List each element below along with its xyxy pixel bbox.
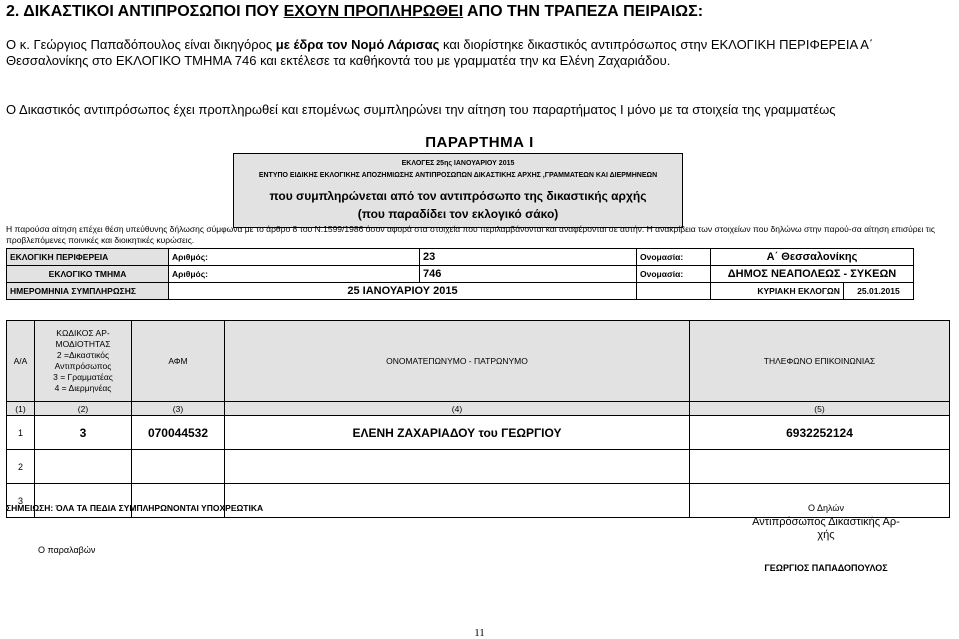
column-number: (2): [35, 402, 132, 416]
instruction-paragraph: Ο Δικαστικός αντιπρόσωπος έχει προπληρωθεί και επομένως συμπληρώνει την αίτηση του παραρτήματος Ι μόνο με τα στοιχεία της γραμματέως: [6, 102, 836, 117]
column-number: (1): [7, 402, 35, 416]
info-table: [6, 248, 914, 300]
row-phone[interactable]: [690, 450, 950, 484]
intro-paragraph: [6, 37, 954, 69]
annex-fill-line: που συμπληρώνεται από τον αντιπρόσωπο της δικαστικής αρχής: [269, 189, 647, 203]
row-afm[interactable]: [132, 450, 225, 484]
header-role-code: ΚΩΔΙΚΟΣ ΑΡ- ΜΟΔΙΟΤΗΤΑΣ 2 =Δικαστικός Αντιπρόσωπος 3 = Γραμματέας 4 = Διερμηνέας: [35, 321, 132, 402]
row-index: 3: [7, 484, 35, 518]
election-day-label: ΚΥΡΙΑΚΗ ΕΚΛΟΓΩΝ: [711, 283, 844, 300]
row-index: 2: [7, 450, 35, 484]
page-number: 11: [474, 627, 485, 639]
declarant-name: ΓΕΩΡΓΙΟΣ ΠΑΠΑΔΟΠΟΥΛΟΣ: [764, 563, 888, 573]
table-header-row: [7, 321, 950, 402]
date-row: [7, 283, 914, 300]
row-role-code[interactable]: [35, 450, 132, 484]
intro-part2: και διορίστηκε δικαστικός αντιπρόσωπος στην ΕΚΛΟΓΙΚΗ ΠΕΡΙΦΕΡΕΙΑ Α΄ Θεσσαλονίκης στο ΕΚΛΟΓΙΚΟ ΤΜΗΜΑ 746 και εκτέλεσε τα καθήκοντά του με γραμματέα την κα Ελένη Ζαχαριάδου.: [6, 37, 874, 68]
date-value: 25 ΙΑΝΟΥΑΡΙΟΥ 2015: [169, 283, 637, 300]
header-afm: ΑΦΜ: [132, 321, 225, 402]
column-number: (3): [132, 402, 225, 416]
row-fullname[interactable]: [225, 484, 690, 518]
header-phone: ΤΗΛΕΦΩΝΟ ΕΠΙΚΟΙΝΩΝΙΑΣ: [690, 321, 950, 402]
personnel-table: [6, 320, 950, 518]
region-number: 23: [420, 249, 637, 266]
annex-election-line: ΕΚΛΟΓΕΣ 25ης ΙΑΝΟΥΑΡΙΟΥ 2015: [401, 160, 515, 167]
declarant-role: Αντιπρόσωπος Δικαστικής Αρ- χής: [752, 516, 900, 541]
section-number: 746: [420, 266, 637, 283]
heading-prefix: 2. ΔΙΚΑΣΤΙΚΟΙ ΑΝΤΙΠΡΟΣΩΠΟΙ ΠΟΥ: [6, 3, 284, 20]
region-label: ΕΚΛΟΓΙΚΗ ΠΕΡΙΦΕΡΕΙΑ: [7, 249, 169, 266]
annex-title: ΠΑΡΑΡΤΗΜΑ Ι: [425, 134, 534, 151]
column-number-row: [7, 402, 950, 416]
signature-block: [731, 503, 921, 573]
mandatory-note: ΣΗΜΕΙΩΣΗ: ΌΛΑ ΤΑ ΠΕΔΙΑ ΣΥΜΠΛΗΡΩΝΟΝΤΑΙ ΥΠΟΧΡΕΩΤΙΚΑ: [6, 503, 264, 513]
receiver-label: Ο παραλαβών: [38, 545, 96, 555]
intro-part1: Ο κ. Γεώργιος Παπαδόπουλος είναι δικηγόρος: [6, 37, 276, 52]
section-row: [7, 266, 914, 283]
heading-underlined: ΕΧΟΥΝ ΠΡΟΠΛΗΡΩΘΕΙ: [283, 3, 464, 20]
section-number-label: Αριθμός:: [169, 266, 420, 283]
declaration-text: Η παρούσα αίτηση επέχει θέση υπεύθυνης δήλωσης σύμφωνα με το άρθρο 8 του Ν.1599/1986 όσον αφορά στα στοιχεία που περιλαμβάνονται και αναφέρονται σε αυτήν. Η ανακρίβεια των στοιχείων που δηλώνω στην παρού-σα αίτηση επισύρει τις προβλεπόμενες ποινικές και διοικητικές κυρώσεις.: [6, 224, 936, 245]
intro-bold: με έδρα τον Νομό Λάρισας: [275, 37, 440, 52]
row-afm[interactable]: 070044532: [132, 416, 225, 450]
date-label: ΗΜΕΡΟΜΗΝΙΑ ΣΥΜΠΛΗΡΩΣΗΣ: [7, 283, 169, 300]
column-number: (4): [225, 402, 690, 416]
region-number-label: Αριθμός:: [169, 249, 420, 266]
header-fullname: ΟΝΟΜΑΤΕΠΩΝΥΜΟ - ΠΑΤΡΩΝΥΜΟ: [225, 321, 690, 402]
row-phone[interactable]: 6932252124: [690, 416, 950, 450]
header-aa: Α/Α: [7, 321, 35, 402]
table-row: [7, 416, 950, 450]
row-fullname[interactable]: ΕΛΕΝΗ ΖΑΧΑΡΙΑΔΟΥ του ΓΕΩΡΓΙΟΥ: [225, 416, 690, 450]
row-role-code[interactable]: 3: [35, 416, 132, 450]
table-row: [7, 450, 950, 484]
region-row: [7, 249, 914, 266]
election-day-value: 25.01.2015: [843, 283, 913, 300]
annex-header-box: [233, 153, 683, 228]
section-label: ΕΚΛΟΓΙΚΟ ΤΜΗΜΑ: [7, 266, 169, 283]
region-name-label: Ονομασία:: [637, 249, 711, 266]
heading-suffix: ΑΠΟ ΤΗΝ ΤΡΑΠΕΖΑ ΠΕΙΡΑΙΩΣ:: [463, 3, 704, 20]
annex-sack-line: (που παραδίδει τον εκλογικό σάκο): [357, 207, 559, 221]
declarant-label: Ο Δηλών: [808, 503, 844, 513]
column-number: (5): [690, 402, 950, 416]
section-heading: [6, 3, 703, 21]
region-name: Α΄ Θεσσαλονίκης: [711, 249, 914, 266]
row-fullname[interactable]: [225, 450, 690, 484]
section-name: ΔΗΜΟΣ ΝΕΑΠΟΛΕΩΣ - ΣΥΚΕΩΝ: [711, 266, 914, 283]
annex-form-line: ΕΝΤΥΠΟ ΕΙΔΙΚΗΣ ΕΚΛΟΓΙΚΗΣ ΑΠΟΖΗΜΙΩΣΗΣ ΑΝΤΙΠΡΟΣΩΠΩΝ ΔΙΚΑΣΤΙΚΗΣ ΑΡΧΗΣ ,ΓΡΑΜΜΑΤΕΩΝ ΚΑΙ ΔΙΕΡΜΗΝΕΩΝ: [258, 172, 658, 179]
section-name-label: Ονομασία:: [637, 266, 711, 283]
row-index: 1: [7, 416, 35, 450]
